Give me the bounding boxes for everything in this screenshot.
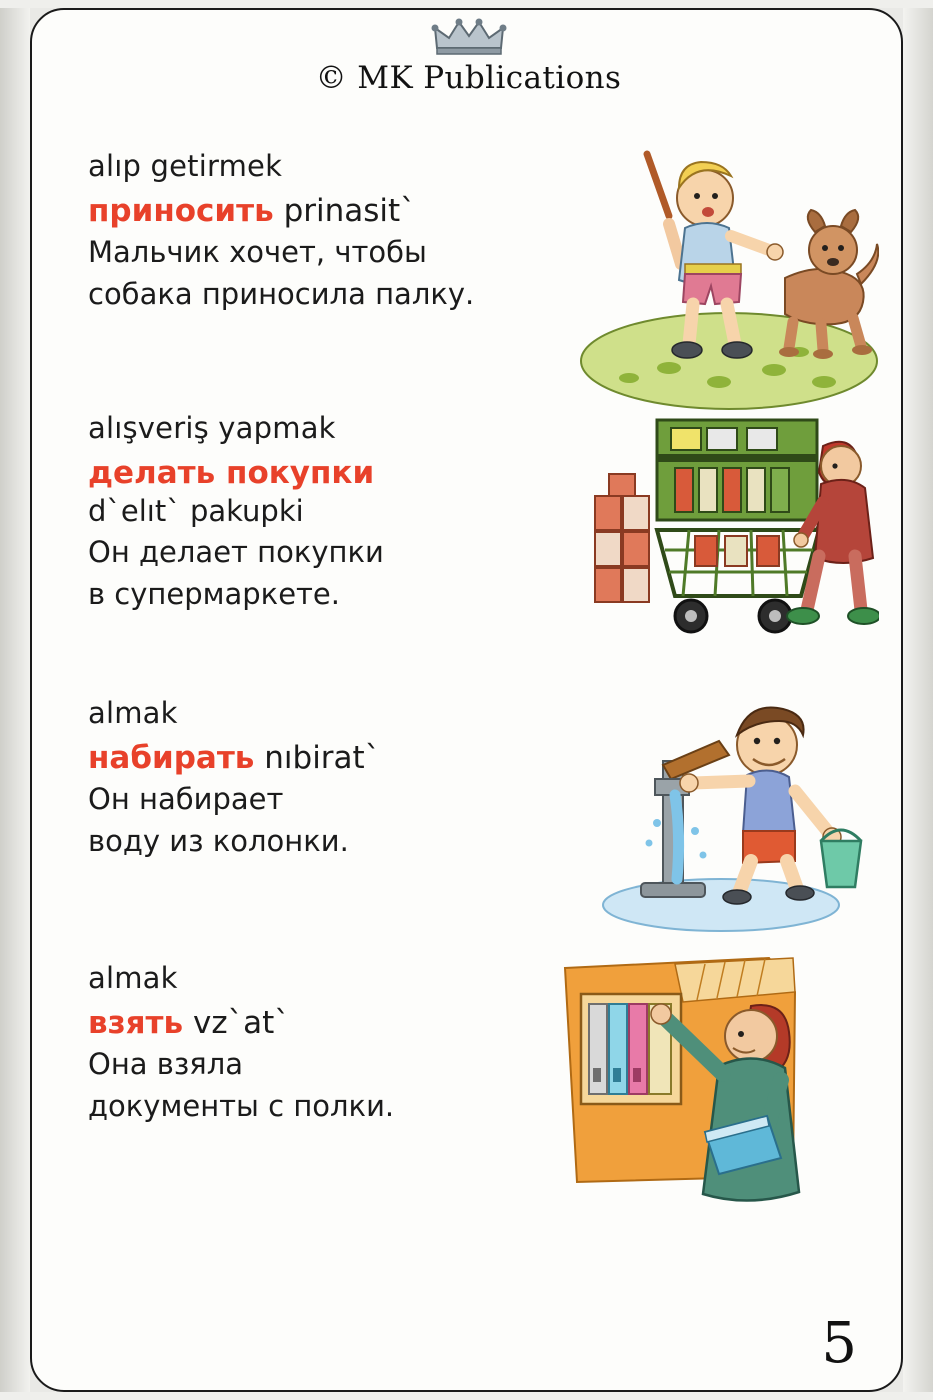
dictionary-entry [32,960,903,1220]
woman-with-shopping-cart-illustration [579,410,879,674]
dictionary-card [30,8,903,1392]
boy-filling-bucket-at-water-pump-illustration [571,683,871,947]
dictionary-entry [32,410,903,695]
turkish-headword: alıp getirmek [88,149,283,183]
entry-text-column [88,410,558,614]
russian-headword: набирать [88,740,255,777]
page-header [32,10,903,96]
entry-list [32,148,903,1220]
turkish-headword: almak [88,961,178,995]
russian-headword: делать покупки [88,455,375,492]
example-sentence-line: Он набирает [88,782,284,817]
boy-with-stick-and-dog-illustration [569,146,879,420]
crown-crest-icon [429,14,509,58]
woman-taking-documents-from-shelf-illustration [555,950,825,1214]
page-bottom-edge [0,1392,933,1400]
dictionary-entry [32,148,903,410]
page-number: 5 [821,1311,857,1376]
turkish-headword: alışveriş yapmak [88,411,336,445]
transliteration: nıbirat` [264,740,381,777]
example-sentence-line: Она взяла [88,1047,244,1082]
page-right-edge [903,0,933,1400]
example-sentence-line: Мальчик хочет, чтобы [88,235,427,270]
example-sentence-line: документы с полки. [88,1088,395,1123]
russian-headword-line [88,1003,558,1043]
transliteration: vz`at` [192,1005,290,1042]
page-top-edge [0,0,933,8]
example-sentence-line: собака приносила палку. [88,276,475,311]
page-left-edge [0,0,30,1400]
transliteration: d`elıt` pakupki [88,494,304,529]
transliteration: prinasit` [283,193,416,230]
example-sentence-line: воду из колонки. [88,823,349,858]
russian-headword-line [88,191,558,231]
russian-headword-line [88,738,558,778]
dictionary-entry [32,695,903,960]
example-sentence-line: в супермаркете. [88,576,340,611]
entry-text-column [88,960,558,1126]
entry-text-column [88,695,558,861]
turkish-headword: almak [88,696,178,730]
russian-headword-line [88,453,558,493]
entry-text-column [88,148,558,314]
russian-headword: взять [88,1005,184,1042]
publisher-credit: © MK Publications [315,60,622,96]
russian-headword: приносить [88,193,274,230]
example-sentence-line: Он делает покупки [88,535,384,570]
